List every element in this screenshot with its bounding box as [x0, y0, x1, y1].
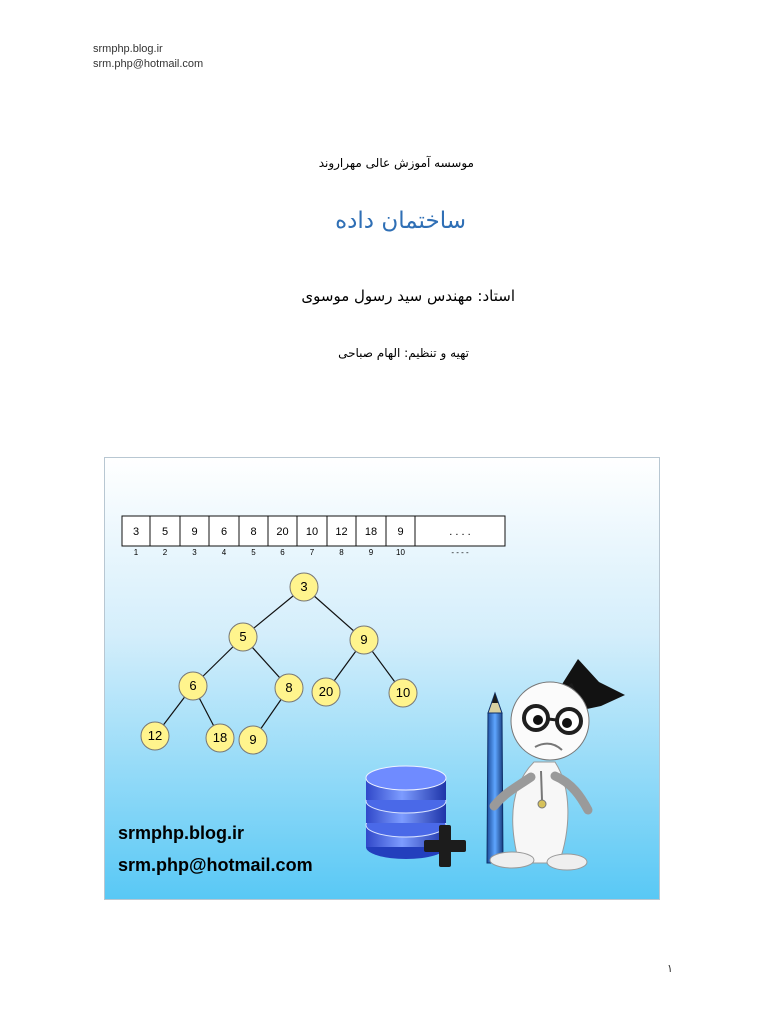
- array-index: 1: [133, 548, 139, 557]
- tree-node: [389, 679, 417, 707]
- array-index: 2: [162, 548, 168, 557]
- array-strip: [122, 516, 505, 557]
- tree-node-label: 5: [239, 629, 247, 644]
- tree-edges: [155, 587, 403, 740]
- array-index: - - - -: [451, 548, 469, 557]
- tree-node-label: 9: [360, 632, 368, 647]
- tree-node: [206, 724, 234, 752]
- tree-node-label: 20: [318, 684, 334, 699]
- array-index: 3: [192, 548, 197, 557]
- array-value: 10: [305, 526, 319, 538]
- tree-node: [275, 674, 303, 702]
- server-icon: [366, 766, 466, 867]
- array-index: 8: [339, 548, 344, 557]
- page-number: ۱: [667, 962, 673, 975]
- array-value: 9: [397, 526, 404, 538]
- array-index: 10: [396, 548, 405, 557]
- tree-nodes: [141, 573, 417, 754]
- tree-node: [179, 672, 207, 700]
- array-value: 6: [220, 526, 228, 538]
- prepared-by: تهیه و تنظیم: الهام صباحی: [338, 346, 469, 360]
- array-value: 18: [364, 526, 378, 538]
- array-value: 8: [250, 526, 257, 538]
- cover-illustration: [104, 457, 660, 900]
- header-blog: srmphp.blog.ir: [93, 43, 163, 55]
- tree-node-label: 10: [395, 685, 411, 700]
- tree-node: [350, 626, 378, 654]
- array-index: 9: [368, 548, 374, 557]
- array-value: . . . .: [449, 526, 471, 538]
- cover-graphic: [104, 457, 660, 900]
- tree-node-label: 12: [147, 728, 163, 743]
- array-index: 4: [221, 548, 227, 557]
- pencil-icon: [487, 693, 503, 863]
- array-index: 5: [251, 548, 256, 557]
- array-index: 6: [280, 548, 285, 557]
- array-value: 20: [276, 526, 289, 538]
- tree-node: [312, 678, 340, 706]
- header-contact: [93, 42, 203, 72]
- tree-node-label: 18: [212, 730, 228, 745]
- header-email: srm.php@hotmail.com: [93, 58, 204, 70]
- tree-node-label: 8: [285, 680, 293, 695]
- cover-blog-text: srmphp.blog.ir: [118, 823, 244, 843]
- tree-node: [239, 726, 267, 754]
- document-title: ساختمان داده: [335, 208, 466, 234]
- tree-node-label: 9: [249, 732, 257, 747]
- tree-node-label: 3: [300, 579, 308, 594]
- array-index: 7: [309, 548, 315, 557]
- tree-node: [290, 573, 318, 601]
- cover-email-text: srm.php@hotmail.com: [118, 855, 313, 875]
- tree-node: [229, 623, 257, 651]
- tree-node-label: 6: [189, 678, 197, 693]
- institute-name: موسسه آموزش عالی مهراروند: [318, 156, 474, 170]
- array-value: 3: [132, 526, 140, 538]
- array-value: 5: [161, 526, 169, 538]
- teacher-name: استاد: مهندس سید رسول موسوی: [301, 287, 515, 305]
- array-value: 12: [335, 526, 348, 538]
- student-character: [490, 659, 625, 870]
- tree-node: [141, 722, 169, 750]
- array-value: 9: [191, 526, 198, 538]
